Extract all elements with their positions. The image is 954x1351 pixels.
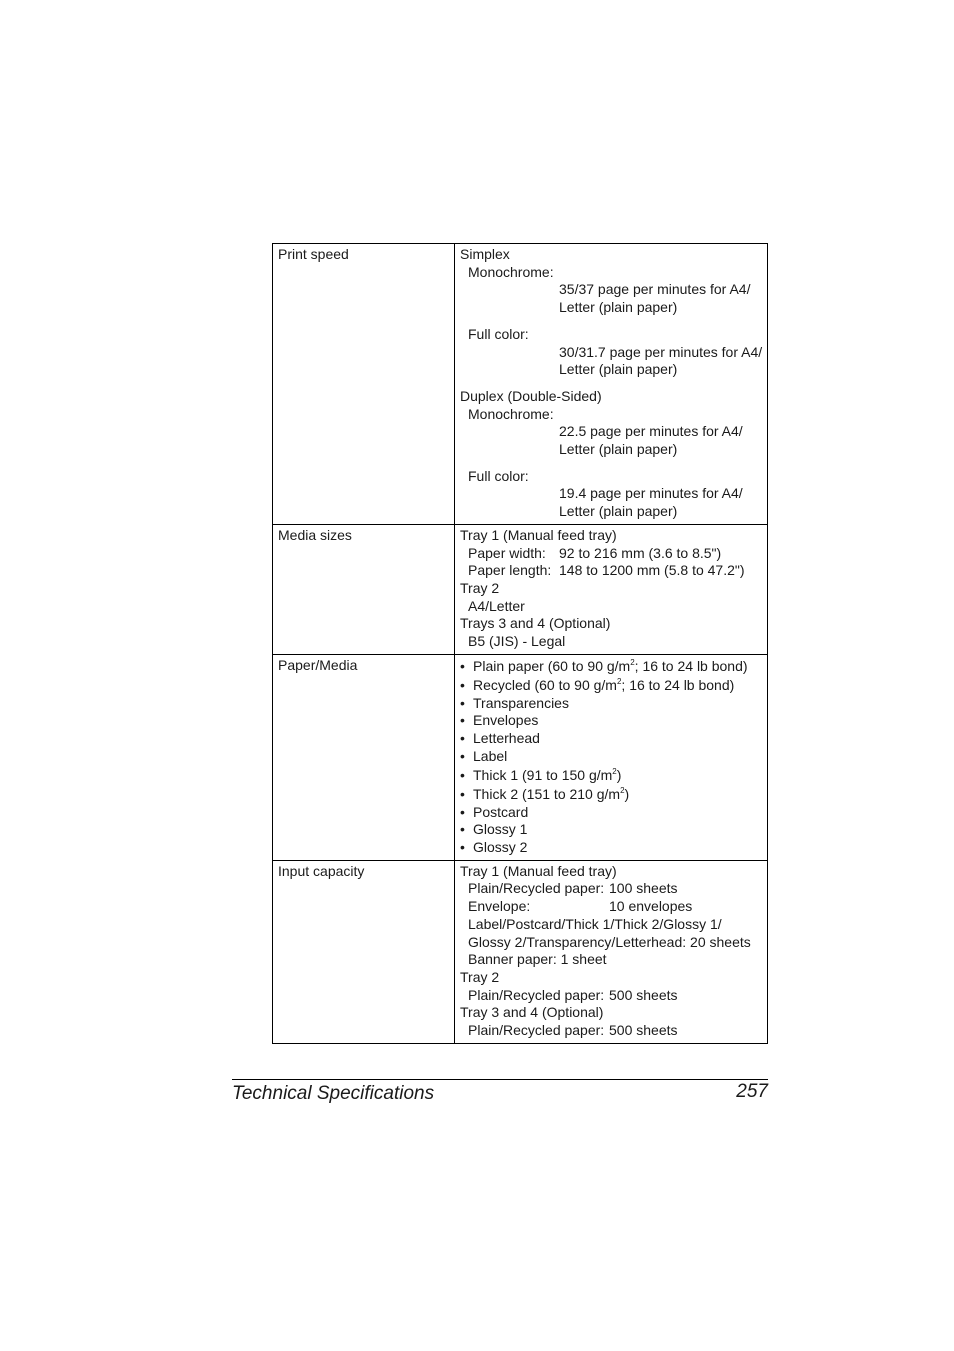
list-item: • Postcard <box>460 804 767 822</box>
tray34-plain-row <box>460 1022 767 1040</box>
paper-length-key: Paper length: <box>468 562 552 579</box>
tray1-label-line: Label/Postcard/Thick 1/Thick 2/Glossy 1/ <box>468 915 722 932</box>
duplex-color-label: Full color: <box>468 467 529 484</box>
simplex-color-label: Full color: <box>468 325 529 342</box>
tray2-plain-row <box>460 987 767 1005</box>
spec-label: Input capacity <box>273 860 455 1043</box>
footer-divider <box>232 1079 768 1080</box>
spec-value <box>455 524 768 654</box>
media-list <box>460 657 767 857</box>
tray2-plain-value: 500 sheets <box>609 986 678 1003</box>
spec-table <box>272 243 768 1044</box>
spec-value <box>455 244 768 525</box>
spec-label: Print speed <box>273 244 455 525</box>
list-item: • Glossy 1 <box>460 821 767 839</box>
footer-title: Technical Specifications <box>232 1083 435 1104</box>
simplex-color-value: 30/31.7 page per minutes for A4/ <box>559 343 763 360</box>
simplex-heading: Simplex <box>460 246 510 262</box>
spec-row-paper-media <box>273 654 768 860</box>
tray1-banner: Banner paper: 1 sheet <box>468 951 607 968</box>
list-item: • Thick 1 (91 to 150 $g/m^2$) <box>460 766 767 785</box>
paper-width-value: 92 to 216 mm (3.6 to 8.5") <box>559 544 722 561</box>
duplex-mono-value-cont: Letter (plain paper) <box>559 441 678 458</box>
list-item: • Recycled (60 to 90 $g/m^2$; 16 to 24 lb bond) <box>460 676 767 695</box>
tray1-envelope-key: Envelope: <box>468 898 531 915</box>
tray1-plain-row <box>460 880 767 898</box>
spec-row-input-capacity <box>273 860 768 1043</box>
list-item: • Label <box>460 748 767 766</box>
tray1-envelope-value: 10 envelopes <box>609 898 693 915</box>
tray34-value: B5 (JIS) - Legal <box>468 633 566 650</box>
list-item: • Plain paper (60 to 90 $g/m^2$; 16 to 24 lb bond) <box>460 657 767 676</box>
spec-value <box>455 654 768 860</box>
spec-value <box>455 860 768 1043</box>
paper-width-row <box>460 545 767 563</box>
spec-row-media-sizes <box>273 524 768 654</box>
duplex-color-value: 19.4 page per minutes for A4/ <box>559 485 743 502</box>
duplex-heading: Duplex (Double-Sided) <box>460 387 602 404</box>
tray1-plain-value: 100 sheets <box>609 880 678 897</box>
list-item: • Thick 2 (151 to 210 $g/m^2$) <box>460 785 767 804</box>
list-item: • Transparencies <box>460 695 767 713</box>
tray34-heading: Trays 3 and 4 (Optional) <box>460 615 611 632</box>
spec-label: Media sizes <box>273 524 455 654</box>
spec-row-print-speed <box>273 244 768 525</box>
simplex-color-value-cont: Letter (plain paper) <box>559 361 678 378</box>
simplex-mono-label: Monochrome: <box>468 263 554 280</box>
list-item: • Letterhead <box>460 730 767 748</box>
paper-length-row <box>460 562 767 580</box>
duplex-mono-label: Monochrome: <box>468 405 554 422</box>
list-item: • Envelopes <box>460 712 767 730</box>
tray1-heading: Tray 1 (Manual feed tray) <box>460 862 617 879</box>
paper-width-key: Paper width: <box>468 544 546 561</box>
tray1-envelope-row <box>460 898 767 916</box>
tray34-plain-key: Plain/Recycled paper: <box>468 1022 605 1039</box>
simplex-mono-value-cont: Letter (plain paper) <box>559 299 678 316</box>
tray34-plain-value: 500 sheets <box>609 1022 678 1039</box>
duplex-mono-value: 22.5 page per minutes for A4/ <box>559 423 743 440</box>
tray2-heading: Tray 2 <box>460 579 500 596</box>
tray34-heading: Tray 3 and 4 (Optional) <box>460 1004 604 1021</box>
tray2-value: A4/Letter <box>468 597 525 614</box>
spec-label: Paper/Media <box>273 654 455 860</box>
simplex-mono-value: 35/37 page per minutes for A4/ <box>559 281 751 298</box>
tray1-heading: Tray 1 (Manual feed tray) <box>460 526 617 543</box>
tray1-plain-key: Plain/Recycled paper: <box>468 880 605 897</box>
tray2-plain-key: Plain/Recycled paper: <box>468 986 605 1003</box>
tray1-label-line-cont: Glossy 2/Transparency/Letterhead: 20 sheets <box>468 933 751 950</box>
paper-length-value: 148 to 1200 mm (5.8 to 47.2") <box>559 562 745 579</box>
duplex-color-value-cont: Letter (plain paper) <box>559 503 678 520</box>
page-number: 257 <box>736 1081 768 1102</box>
list-item: • Glossy 2 <box>460 839 767 857</box>
tray2-heading: Tray 2 <box>460 968 500 985</box>
